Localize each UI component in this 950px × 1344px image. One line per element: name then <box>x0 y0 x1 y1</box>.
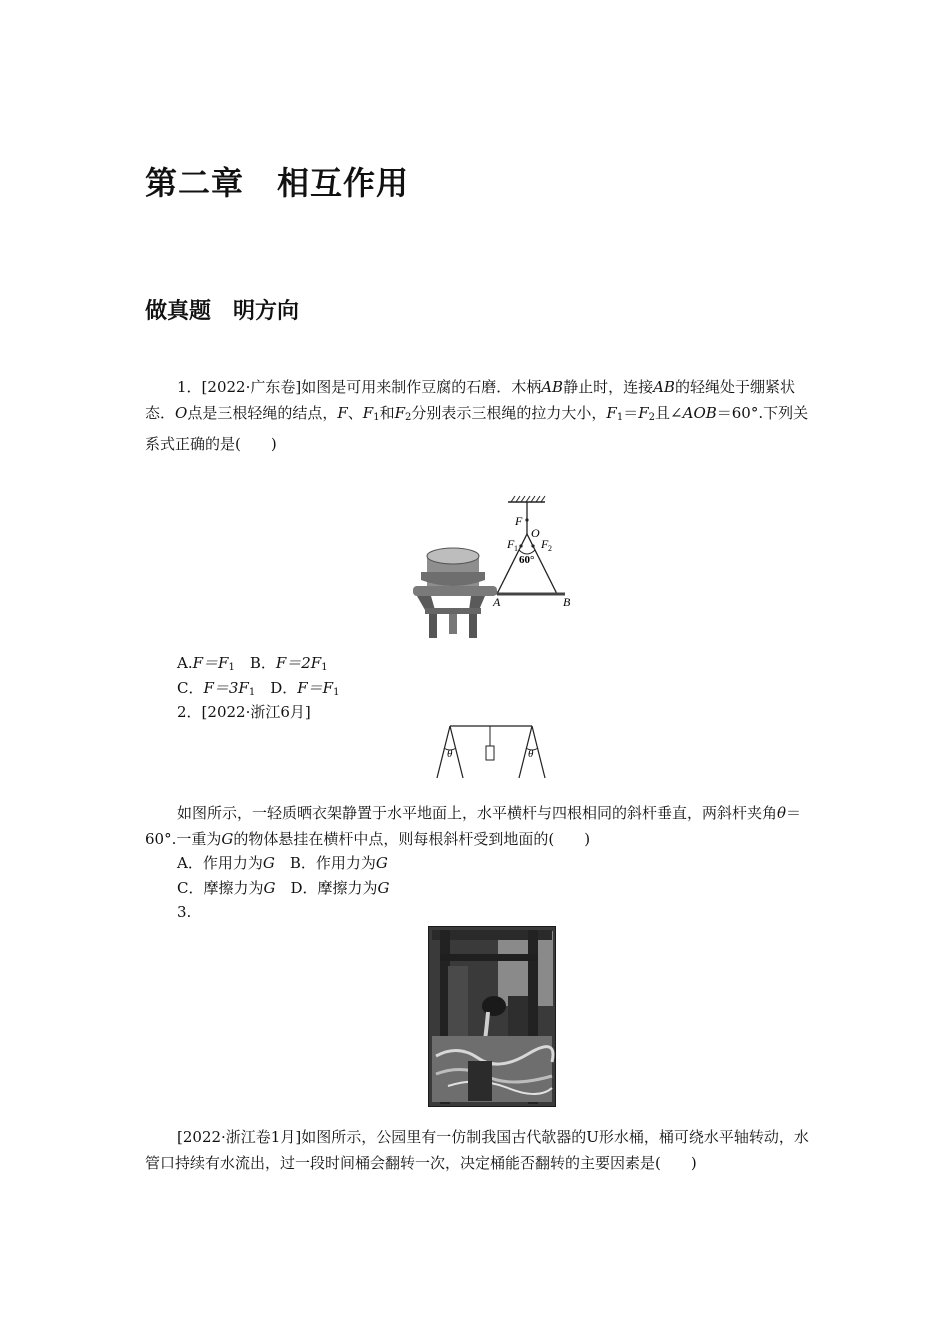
theta-left: θ <box>447 748 453 760</box>
section-title: 做真题 明方向 <box>145 299 300 324</box>
label-F2: F <box>541 537 549 551</box>
label-F2-sub: 2 <box>548 544 552 553</box>
question-1-options-row-1: $A.F=F_1$ B．$F=2F_1$ <box>177 654 328 673</box>
question-1-options-row-2: C．$F=3F_1$ D．$F=F_1$ <box>177 679 340 698</box>
label-A: A <box>493 595 501 609</box>
water-bucket-photo <box>428 926 556 1107</box>
label-O: O <box>531 526 540 540</box>
label-F: F <box>515 514 523 528</box>
drying-rack-figure <box>434 724 552 780</box>
question-3-stem: [2022·浙江卷1月]如图所示，公园里有一仿制我国古代欹器的U形水桶，桶可绕水平轴转动，水管口持续有水流出，过一段时间桶会翻转一次，决定桶能否翻转的主要因素是( ) <box>145 1128 809 1172</box>
label-B: B <box>563 595 571 609</box>
stone-mill-figure <box>405 492 585 644</box>
question-2-options-row-2: C．摩擦力为G D．摩擦力为G <box>177 879 390 897</box>
theta-right: θ <box>528 748 534 760</box>
chapter-title: 第二章 相互作用 <box>145 164 410 202</box>
question-3-number: 3. <box>177 903 192 921</box>
question-1-stem: 1．[2022·广东卷]如图是可用来制作豆腐的石磨．木柄AB静止时，连接AB的轻绳处于绷紧状态．O点是三根轻绳的结点，F、$F_1$和$F_2$分别表示三根绳的拉力大小，$F_1=F_2$且∠AOB＝60°.下列关系式正确的是( ) <box>145 378 809 453</box>
label-F1: F <box>507 537 515 551</box>
question-2-stem: 如图所示，一轻质晒衣架静置于水平地面上，水平横杆与四根相同的斜杆垂直，两斜杆夹角θ＝60°.一重为G的物体悬挂在横杆中点，则每根斜杆受到地面的( ) <box>145 804 802 848</box>
label-F1-sub: 1 <box>514 544 518 553</box>
question-2-options-row-1: A．作用力为G B．作用力为G <box>177 854 388 872</box>
question-2-header: 2．[2022·浙江6月] <box>177 703 311 721</box>
label-angle: 60° <box>519 554 535 566</box>
